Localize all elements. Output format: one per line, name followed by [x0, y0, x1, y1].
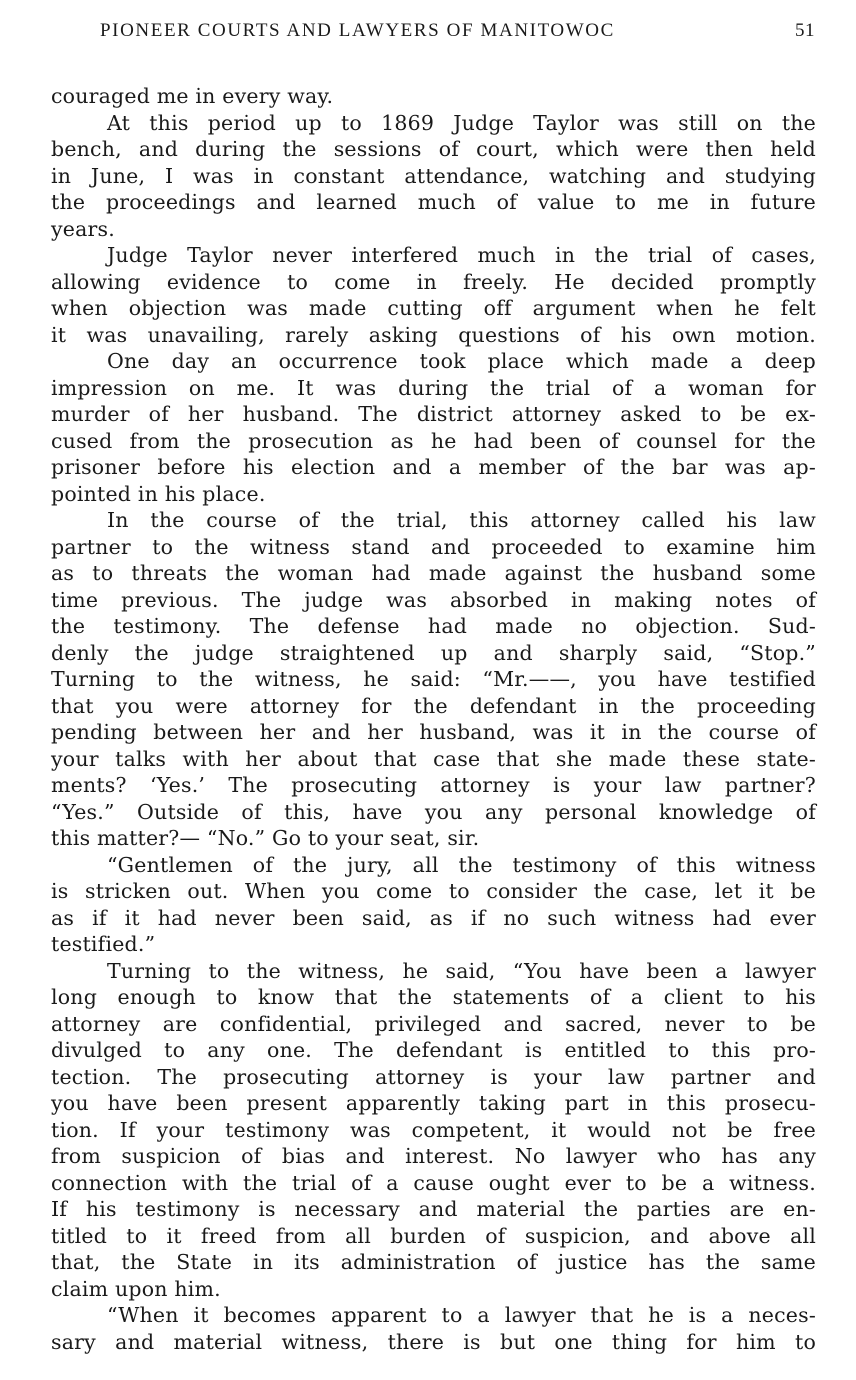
text-line: when objection was made cutting off argument when he felt	[51, 296, 816, 320]
text-line: connection with the trial of a cause ought ever to be a witness.	[51, 1170, 816, 1195]
text-line: that, the State in its administration of justice has the same	[51, 1250, 816, 1274]
text-line: testified.”	[51, 932, 156, 956]
text-line: Turning to the witness, he said, “You have been a lawyer	[107, 958, 816, 983]
text-line: this matter?— “No.” Go to your seat, sir.	[51, 826, 480, 850]
text-line: partner to the witness stand and proceeded to examine him	[51, 534, 816, 559]
text-line: Turning to the witness, he said: “Mr.——, you have testified	[51, 667, 816, 691]
text-line: allowing evidence to come in freely. He decided promptly	[51, 269, 816, 294]
text-line: ments? ‘Yes.’ The prosecuting attorney is your law partner?	[51, 773, 816, 797]
text-line: pointed in his place.	[51, 481, 266, 506]
text-line: the proceedings and learned much of value to me in future	[51, 190, 816, 214]
text-line: divulged to any one. The defendant is entitled to this pro-	[51, 1038, 816, 1062]
text-line: tion. If your testimony was competent, it would not be free	[51, 1117, 816, 1142]
text-line: the testimony. The defense had made no objection. Sud-	[51, 614, 816, 638]
text-line: attorney are confidential, privileged and sacred, never to be	[51, 1011, 816, 1036]
text-line: claim upon him.	[51, 1276, 221, 1301]
text-line: you have been present apparently taking part in this prosecu-	[51, 1091, 816, 1115]
text-line: At this period up to 1869 Judge Taylor was still on the	[107, 110, 816, 135]
text-line: is stricken out. When you come to consider the case, let it be	[51, 879, 816, 903]
text-line: “When it becomes apparent to a lawyer that he is a neces-	[107, 1303, 816, 1327]
text-line: it was unavailing, rarely asking questions of his own motion.	[51, 322, 816, 347]
running-head	[100, 20, 815, 46]
text-line: time previous. The judge was absorbed in making notes of	[51, 587, 816, 612]
text-line: “Gentlemen of the jury, all the testimony of this witness	[107, 852, 816, 877]
text-line: murder of her husband. The district attorney asked to be ex-	[51, 402, 816, 426]
page-number: 51	[795, 20, 815, 41]
text-line: as if it had never been said, as if no such witness had ever	[51, 905, 816, 930]
text-line: impression on me. It was during the trial of a woman for	[51, 375, 816, 400]
text-line: sary and material witness, there is but one thing for him to	[51, 1329, 816, 1354]
text-line: One day an occurrence took place which made a deep	[107, 349, 816, 373]
text-line: Judge Taylor never interfered much in the trial of cases,	[107, 243, 816, 267]
text-line: cused from the prosecution as he had been of counsel for the	[51, 428, 816, 453]
text-line: your talks with her about that case that she made these state-	[51, 746, 816, 771]
text-line: as to threats the woman had made against the husband some	[51, 561, 816, 585]
running-head-title: PIONEER COURTS AND LAWYERS OF MANITOWOC	[100, 20, 615, 41]
text-line: pending between her and her husband, was it in the course of	[51, 720, 816, 744]
text-line: that you were attorney for the defendant in the proceeding	[51, 693, 816, 718]
text-line: long enough to know that the statements of a client to his	[51, 985, 816, 1009]
text-line: tection. The prosecuting attorney is your law partner and	[51, 1064, 816, 1089]
text-line: If his testimony is necessary and material the parties are en-	[51, 1197, 816, 1221]
text-line: prisoner before his election and a member of the bar was ap-	[51, 455, 816, 479]
text-line: In the course of the trial, this attorney called his law	[107, 508, 816, 532]
body-text	[51, 83, 816, 1355]
text-line: denly the judge straightened up and sharply said, “Stop.”	[51, 640, 816, 665]
text-line: bench, and during the sessions of court, which were then held	[51, 137, 816, 161]
text-line: titled to it freed from all burden of suspicion, and above all	[51, 1223, 816, 1248]
text-line: in June, I was in constant attendance, watching and studying	[51, 163, 816, 188]
text-line: years.	[51, 216, 115, 241]
text-line: couraged me in every way.	[51, 84, 334, 108]
text-line: “Yes.” Outside of this, have you any personal knowledge of	[51, 799, 816, 824]
text-line: from suspicion of bias and interest. No lawyer who has any	[51, 1144, 816, 1168]
